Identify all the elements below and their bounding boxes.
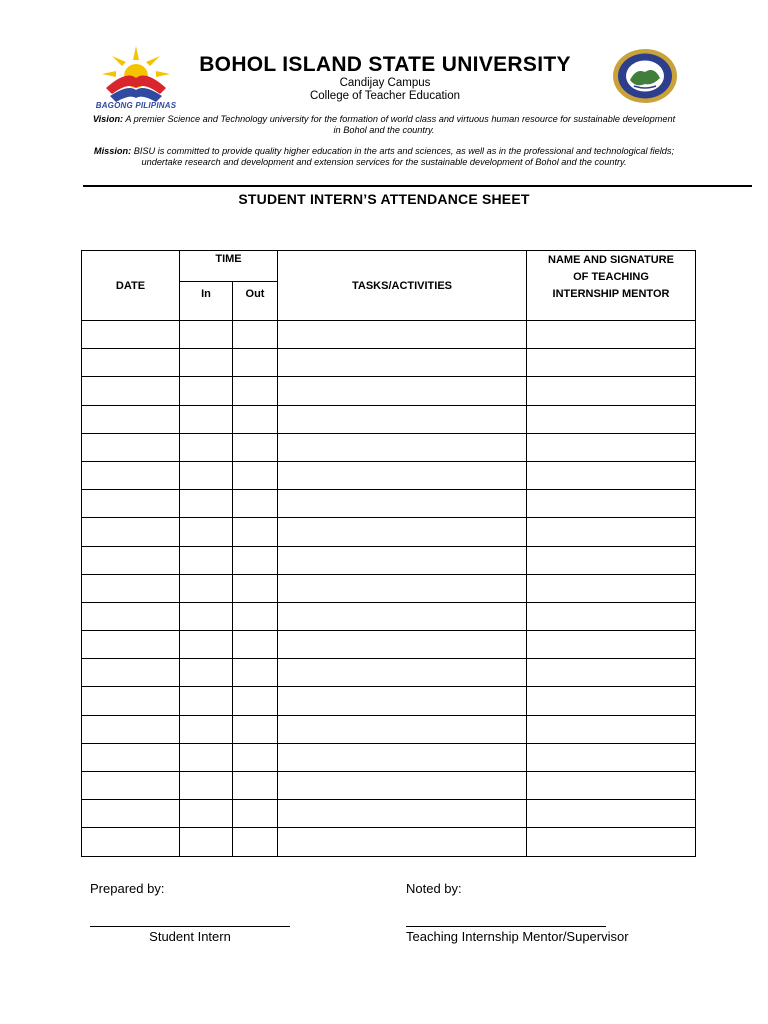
- table-row: [82, 349, 696, 377]
- time-in-header: In: [180, 282, 233, 321]
- cell-in[interactable]: [180, 574, 233, 602]
- cell-out[interactable]: [233, 659, 278, 687]
- cell-in[interactable]: [180, 715, 233, 743]
- cell-mentor[interactable]: [527, 659, 696, 687]
- time-header: TIME: [180, 251, 278, 282]
- cell-tasks[interactable]: [278, 743, 527, 771]
- table-row: [82, 490, 696, 518]
- mentor-signature-line: [406, 926, 606, 927]
- table-row: [82, 518, 696, 546]
- cell-out[interactable]: [233, 518, 278, 546]
- cell-in[interactable]: [180, 743, 233, 771]
- cell-mentor[interactable]: [527, 772, 696, 800]
- cell-date[interactable]: [82, 377, 180, 405]
- table-row: [82, 574, 696, 602]
- cell-tasks[interactable]: [278, 772, 527, 800]
- cell-mentor[interactable]: [527, 546, 696, 574]
- cell-date[interactable]: [82, 602, 180, 630]
- sheet-title: STUDENT INTERN’S ATTENDANCE SHEET: [238, 191, 530, 207]
- cell-date[interactable]: [82, 321, 180, 349]
- student-signature-line: [90, 926, 290, 927]
- cell-in[interactable]: [180, 490, 233, 518]
- cell-tasks[interactable]: [278, 349, 527, 377]
- table-row: [82, 631, 696, 659]
- attendance-rows: [82, 321, 696, 857]
- cell-mentor[interactable]: [527, 377, 696, 405]
- cell-date[interactable]: [82, 715, 180, 743]
- cell-out[interactable]: [233, 772, 278, 800]
- cell-tasks[interactable]: [278, 828, 527, 856]
- cell-date[interactable]: [82, 828, 180, 856]
- cell-out[interactable]: [233, 715, 278, 743]
- mission-statement: [90, 146, 678, 168]
- cell-out[interactable]: [233, 546, 278, 574]
- college-name: College of Teacher Education: [309, 90, 461, 102]
- cell-tasks[interactable]: [278, 574, 527, 602]
- cell-tasks[interactable]: [278, 461, 527, 489]
- cell-out[interactable]: [233, 321, 278, 349]
- time-out-header: Out: [233, 282, 278, 321]
- cell-mentor[interactable]: [527, 518, 696, 546]
- cell-date[interactable]: [82, 490, 180, 518]
- cell-date[interactable]: [82, 631, 180, 659]
- cell-mentor[interactable]: [527, 405, 696, 433]
- logo-caption: BAGONG PILIPINAS: [95, 101, 177, 110]
- cell-out[interactable]: [233, 490, 278, 518]
- mission-label: Mission:: [93, 146, 132, 156]
- cell-tasks[interactable]: [278, 321, 527, 349]
- table-row: [82, 828, 696, 856]
- cell-tasks[interactable]: [278, 490, 527, 518]
- cell-date[interactable]: [82, 687, 180, 715]
- table-row: [82, 743, 696, 771]
- cell-out[interactable]: [233, 433, 278, 461]
- cell-tasks[interactable]: [278, 602, 527, 630]
- cell-date[interactable]: [82, 659, 180, 687]
- cell-out[interactable]: [233, 800, 278, 828]
- cell-in[interactable]: [180, 321, 233, 349]
- cell-out[interactable]: [233, 461, 278, 489]
- tasks-header: TASKS/ACTIVITIES: [278, 251, 527, 321]
- cell-in[interactable]: [180, 433, 233, 461]
- cell-out[interactable]: [233, 631, 278, 659]
- table-row: [82, 659, 696, 687]
- cell-tasks[interactable]: [278, 631, 527, 659]
- cell-mentor[interactable]: [527, 602, 696, 630]
- cell-out[interactable]: [233, 349, 278, 377]
- cell-tasks[interactable]: [278, 518, 527, 546]
- cell-tasks[interactable]: [278, 659, 527, 687]
- cell-in[interactable]: [180, 461, 233, 489]
- university-name: BOHOL ISLAND STATE UNIVERSITY: [199, 53, 571, 76]
- cell-out[interactable]: [233, 743, 278, 771]
- cell-in[interactable]: [180, 518, 233, 546]
- cell-mentor[interactable]: [527, 349, 696, 377]
- cell-in[interactable]: [180, 800, 233, 828]
- cell-in[interactable]: [180, 377, 233, 405]
- campus-name: Candijay Campus: [339, 77, 431, 89]
- attendance-table: [81, 250, 696, 857]
- cell-mentor[interactable]: [527, 828, 696, 856]
- table-row: [82, 546, 696, 574]
- table-row: [82, 800, 696, 828]
- table-row: [82, 602, 696, 630]
- cell-in[interactable]: [180, 546, 233, 574]
- table-row: [82, 687, 696, 715]
- cell-tasks[interactable]: [278, 405, 527, 433]
- mentor-header-line: INTERNSHIP MENTOR: [552, 288, 670, 300]
- cell-tasks[interactable]: [278, 687, 527, 715]
- table-row: [82, 461, 696, 489]
- cell-date[interactable]: [82, 349, 180, 377]
- header-divider: [83, 185, 752, 187]
- cell-mentor[interactable]: [527, 687, 696, 715]
- prepared-by-label: Prepared by:: [90, 881, 165, 896]
- table-row: [82, 405, 696, 433]
- cell-in[interactable]: [180, 687, 233, 715]
- cell-date[interactable]: [82, 743, 180, 771]
- cell-mentor[interactable]: [527, 461, 696, 489]
- cell-in[interactable]: [180, 631, 233, 659]
- cell-in[interactable]: [180, 602, 233, 630]
- vision-statement: [90, 114, 678, 136]
- cell-date[interactable]: [82, 772, 180, 800]
- cell-tasks[interactable]: [278, 800, 527, 828]
- cell-date[interactable]: [82, 574, 180, 602]
- mentor-header: [527, 251, 696, 321]
- cell-date[interactable]: [82, 518, 180, 546]
- cell-in[interactable]: [180, 772, 233, 800]
- cell-date[interactable]: [82, 461, 180, 489]
- cell-in[interactable]: [180, 659, 233, 687]
- table-row: [82, 377, 696, 405]
- mission-text: BISU is committed to provide quality higher education in the arts and sciences, as well as in the professional and technological fields; undertake research and development and extension services for the sustainable development of Bohol and the country.: [131, 146, 675, 167]
- cell-out[interactable]: [233, 602, 278, 630]
- vision-label: Vision:: [92, 114, 124, 124]
- cell-mentor[interactable]: [527, 490, 696, 518]
- cell-in[interactable]: [180, 405, 233, 433]
- cell-mentor[interactable]: [527, 715, 696, 743]
- table-row: [82, 715, 696, 743]
- table-row: [82, 772, 696, 800]
- cell-in[interactable]: [180, 349, 233, 377]
- noted-by-label: Noted by:: [406, 881, 462, 896]
- cell-tasks[interactable]: [278, 433, 527, 461]
- cell-out[interactable]: [233, 828, 278, 856]
- cell-mentor[interactable]: [527, 321, 696, 349]
- cell-tasks[interactable]: [278, 715, 527, 743]
- cell-tasks[interactable]: [278, 546, 527, 574]
- cell-date[interactable]: [82, 800, 180, 828]
- mentor-header-line: OF TEACHING: [573, 271, 649, 283]
- cell-mentor[interactable]: [527, 743, 696, 771]
- cell-date[interactable]: [82, 433, 180, 461]
- student-intern-label: Student Intern: [149, 929, 231, 944]
- cell-mentor[interactable]: [527, 631, 696, 659]
- mentor-supervisor-label: Teaching Internship Mentor/Supervisor: [406, 929, 629, 944]
- cell-date[interactable]: [82, 546, 180, 574]
- table-row: [82, 433, 696, 461]
- cell-mentor[interactable]: [527, 800, 696, 828]
- cell-out[interactable]: [233, 574, 278, 602]
- cell-tasks[interactable]: [278, 377, 527, 405]
- cell-mentor[interactable]: [527, 574, 696, 602]
- mentor-header-line: NAME AND SIGNATURE: [548, 254, 674, 266]
- cell-out[interactable]: [233, 687, 278, 715]
- cell-mentor[interactable]: [527, 433, 696, 461]
- cell-out[interactable]: [233, 405, 278, 433]
- cell-out[interactable]: [233, 377, 278, 405]
- cell-in[interactable]: [180, 828, 233, 856]
- table-row: [82, 321, 696, 349]
- date-header: DATE: [82, 251, 180, 321]
- vision-text: A premier Science and Technology university for the formation of world class and virtuous human resource for sustainable development in Bohol and the country.: [123, 114, 676, 135]
- cell-date[interactable]: [82, 405, 180, 433]
- university-seal: [612, 48, 678, 104]
